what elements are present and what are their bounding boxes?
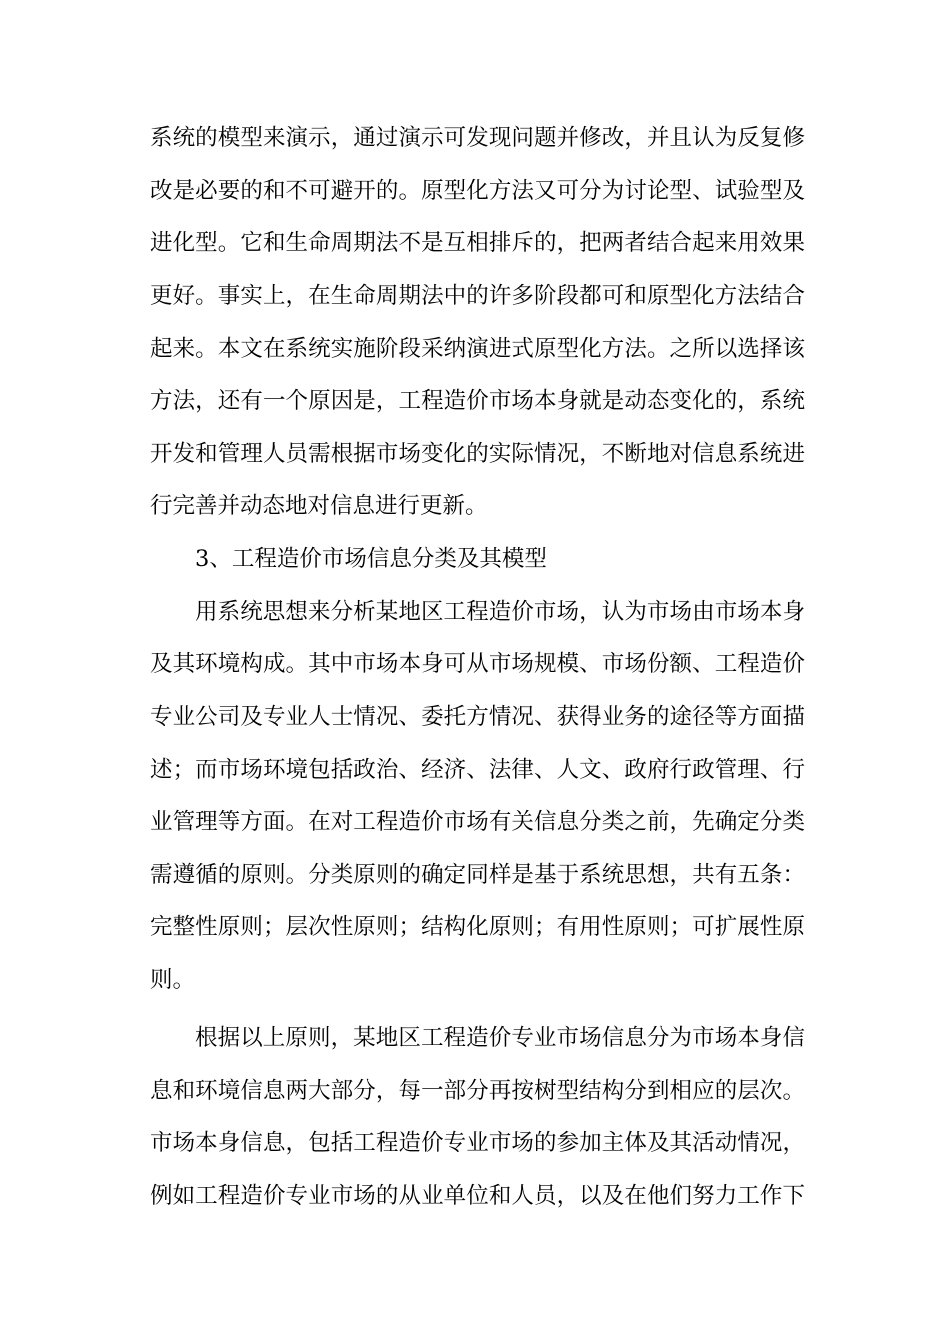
paragraph-3-line-1: 根据以上原则，某地区工程造价专业市场信息分为市场本身信	[195, 1025, 805, 1051]
section-heading: 3、工程造价市场信息分类及其模型	[195, 546, 547, 572]
paragraph-2-line-1: 用系统思想来分析某地区工程造价市场，认为市场由市场本身	[195, 599, 805, 625]
paragraph-1-line-4: 更好。事实上，在生命周期法中的许多阶段都可和原型化方法结合	[150, 283, 805, 309]
paragraph-3-line-4: 例如工程造价专业市场的从业单位和人员，以及在他们努力工作下	[150, 1183, 805, 1209]
paragraph-2-line-2: 及其环境构成。其中市场本身可从市场规模、市场份额、工程造价	[150, 651, 805, 677]
paragraph-1-line-1: 系统的模型来演示，通过演示可发现问题并修改，并且认为反复修	[150, 125, 805, 151]
paragraph-2-line-7: 完整性原则；层次性原则；结构化原则；有用性原则；可扩展性原	[150, 914, 805, 940]
paragraph-1-line-2: 改是必要的和不可避开的。原型化方法又可分为讨论型、试验型及	[150, 178, 805, 204]
paragraph-2-line-5: 业管理等方面。在对工程造价市场有关信息分类之前，先确定分类	[150, 809, 805, 835]
paragraph-2-line-6: 需遵循的原则。分类原则的确定同样是基于系统思想，共有五条：	[150, 862, 805, 888]
paragraph-1-line-3: 进化型。它和生命周期法不是互相排斥的，把两者结合起来用效果	[150, 230, 805, 256]
paragraph-1-line-7: 开发和管理人员需根据市场变化的实际情况，不断地对信息系统进	[150, 441, 805, 467]
paragraph-2-line-4: 述；而市场环境包括政治、经济、法律、人文、政府行政管理、行	[150, 757, 805, 783]
paragraph-1-line-6: 方法，还有一个原因是，工程造价市场本身就是动态变化的，系统	[150, 388, 805, 414]
paragraph-2-line-8: 则。	[150, 967, 196, 993]
paragraph-2-line-3: 专业公司及专业人士情况、委托方情况、获得业务的途径等方面描	[150, 704, 805, 730]
paragraph-3-line-2: 息和环境信息两大部分，每一部分再按树型结构分到相应的层次。	[150, 1078, 805, 1104]
paragraph-1-line-5: 起来。本文在系统实施阶段采纳演进式原型化方法。之所以选择该	[150, 336, 805, 362]
paragraph-3-line-3: 市场本身信息，包括工程造价专业市场的参加主体及其活动情况，	[150, 1130, 805, 1156]
paragraph-1-line-8: 行完善并动态地对信息进行更新。	[150, 493, 488, 519]
